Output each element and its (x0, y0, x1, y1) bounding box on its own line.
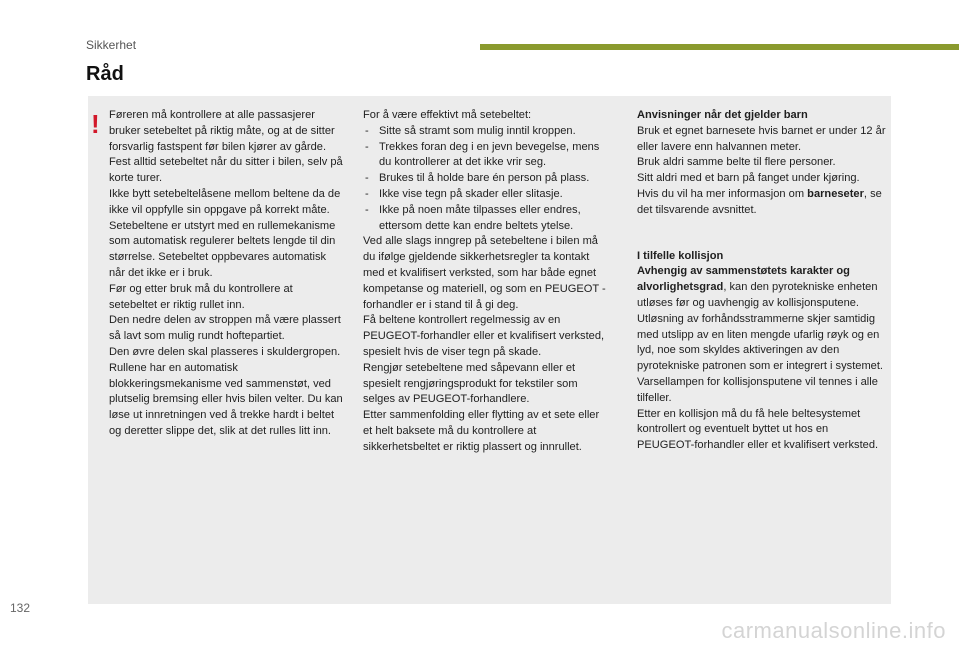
page-number: 132 (10, 601, 31, 615)
paragraph: Fest alltid setebeltet når du sitter i bilen, selv på korte turer. (109, 156, 343, 185)
list-item: - Ikke vise tegn på skader eller slitasje. (365, 187, 563, 200)
paragraph: Setebeltene er utstyrt med en rullemekanisme som automatisk regulerer beltets lengde til din størrelse. Setebeltet oppbevares automatisk når det ikke er i bruk. (109, 219, 336, 279)
section-accent-bar (480, 44, 959, 50)
paragraph: Ved alle slags inngrep på setebeltene i bilen må du ifølge gjeldende sikkerhetsregler ta kontakt med et kvalifisert verksted, som har både egnet kompetanse og materiell, og som en PEUGEOT -forhandler er i stand til å gi deg. (363, 235, 606, 311)
exclamation-icon: ! (91, 109, 100, 139)
paragraph: Rengjør setebeltene med såpevann eller et spesielt rengjøringsprodukt for tekstiler som selges av PEUGEOT-forhandlere. (363, 361, 578, 406)
children-heading: Anvisninger når det gjelder barn (637, 109, 808, 121)
paragraph: Føreren må kontrollere at alle passasjerer bruker setebeltet på riktig måte, og at de sitter forsvarlig fastspent før bilen kjører av gårde. (109, 109, 335, 153)
paragraph: Ikke bytt setebeltelåsene mellom beltene da de ikke vil oppfylle sin oppgave på korrekt måte. (109, 187, 341, 216)
column-seatbelt-effectiveness (363, 108, 610, 456)
list-item: - Ikke på noen måte tilpasses eller endres, ettersom dette kan endre beltets ytelse. (365, 203, 581, 232)
paragraph: Den øvre delen skal plasseres i skuldergropen. (109, 345, 341, 358)
column-children-collision (637, 108, 887, 454)
paragraph: Bruk et egnet barnesete hvis barnet er under 12 år eller lavere enn halvannen meter. (637, 124, 886, 153)
paragraph: Varsellampen for kollisjonsputene vil tennes i alle tilfeller. (637, 375, 878, 404)
paragraph: Rullene har en automatisk blokkeringsmekanisme ved sammenstøt, ved plutselig bremsing eller hvis bilen velter. Du kan løse ut innretningen ved å trekke hardt i beltet og deretter slippe det, slik at det rulles litt inn. (109, 361, 343, 437)
watermark: carmanualsonline.info (721, 618, 946, 643)
info-paragraph: Hvis du vil ha mer informasjon om barneseter, se det tilsvarende avsnittet. (637, 187, 882, 216)
paragraph: Sitt aldri med et barn på fanget under kjøring. (637, 172, 860, 185)
list-item: - Trekkes foran deg i en jevn bevegelse, mens du kontrollerer at det ikke vrir seg. (365, 140, 600, 169)
paragraph: Før og etter bruk må du kontrollere at setebeltet er riktig rullet inn. (109, 282, 293, 311)
intro-text: For å være effektivt må setebeltet: (363, 109, 532, 121)
list-item: - Brukes til å holde bare én person på plass. (365, 172, 590, 185)
paragraph: Få beltene kontrollert regelmessig av en PEUGEOT-forhandler eller et kvalifisert verksted, spesielt hvis de viser tegn på skade. (363, 314, 605, 358)
paragraph: Bruk aldri samme belte til flere personer. (637, 156, 836, 169)
column-seatbelt-rules (109, 108, 343, 440)
page-title: Råd (86, 63, 124, 85)
paragraph: Den nedre delen av stroppen må være plassert så lavt som mulig rundt hoftepartiet. (109, 314, 341, 343)
collision-heading: I tilfelle kollisjon (637, 249, 724, 262)
requirement-list (363, 124, 610, 235)
section-label: Sikkerhet (86, 38, 137, 52)
paragraph: Etter sammenfolding eller flytting av et sete eller et helt baksete må du kontrollere at sikkerhetsbeltet er riktig plassert og innrullet. (363, 409, 600, 453)
paragraph: Etter en kollisjon må du få hele beltesystemet kontrollert og eventuelt byttet ut hos en PEUGEOT-forhandler eller et kvalifisert verksted. (637, 407, 879, 452)
collision-paragraph: Avhengig av sammenstøtets karakter og alvorlighetsgrad, kan den pyrotekniske enheten utløses før og uavhengig av kollisjonsputene. Utløsning av forhåndsstrammerne skjer samtidig med utslipp av en liten mengde ufarlig røyk og en lyd, noe som skyldes aktiveringen av den pyrotekniske patronen som er integrert i systemet. (637, 265, 884, 373)
list-item: - Sitte så stramt som mulig inntil kroppen. (365, 124, 576, 137)
